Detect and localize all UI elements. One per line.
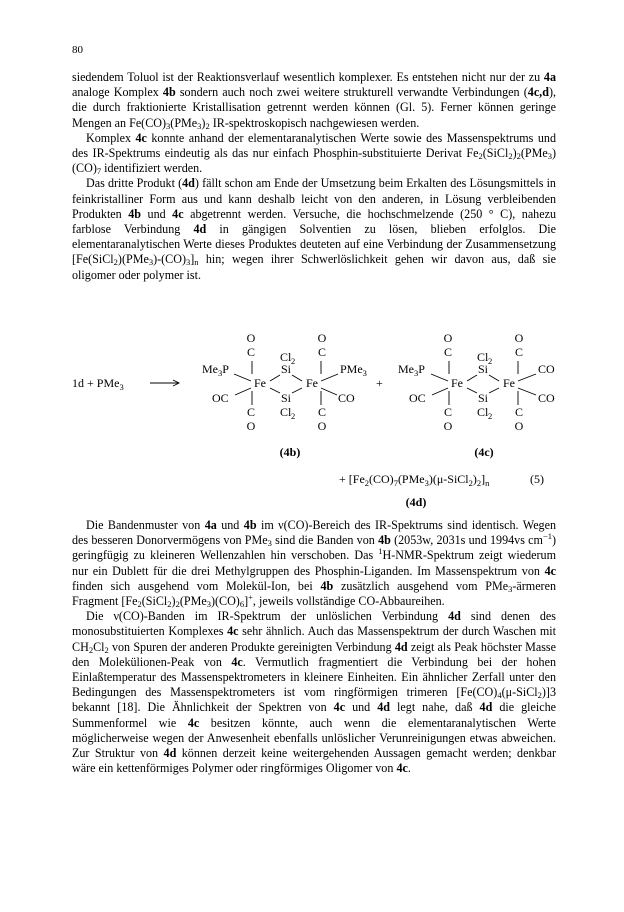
ligand-pme3: $Me_3P$ (398, 362, 425, 378)
carbonyl-oc: OC (409, 391, 426, 405)
iron: Fe (306, 376, 318, 390)
carbonyl-o: O (514, 419, 524, 433)
subscript: 2 (488, 356, 493, 366)
carbonyl-o: O (246, 419, 256, 433)
reactant-formula: 1d + PMe$_3$ (72, 376, 124, 392)
structure-4b (202, 331, 367, 459)
paragraph: siedendem Toluol ist der Reaktionsverlauf wesentlich komplexer. Es entstehen nicht nur der zu 4a analoge Komplex 4b sondern auch noch zwei weitere strukturell verwandte Verbindungen (4c,d), die durch fraktionierte Kristallisation getrennt werden können (Gl. 5). Ferner können geringe Mengen an $Fe(CO)_3(PMe_3)_2$ IR-spektroskopisch nachgewiesen werden. (72, 70, 556, 131)
carbonyl-o: O (317, 331, 327, 345)
iron: Fe (254, 376, 266, 390)
subscript: 2 (291, 356, 296, 366)
carbonyl-c: C (514, 345, 524, 359)
carbonyl-co: CO (538, 362, 555, 376)
page-number: 80 (72, 44, 83, 56)
paragraph: Die ν(CO)-Banden im IR-Spektrum der unlöslichen Verbindung 4d sind denen des monosubstituierten Komplexes 4c sehr ähnlich. Auch das Massenspektrum der durch Waschen mit $CH_2Cl_2$ von Spuren der anderen Produkte gereinigten Verbindung 4d zeigt als Peak höchster Masse den Molekülionen-Peak von 4c. Vermutlich fragmentiert die Verbindung bei der hohen Einlaßtemperatur des Massenspektrometers in kleinere Einheiten. Ein ähnlicher Zerfall unter den Bedingungen des Massenspektrometers ist vom ringförmigen trimeren $[Fe(CO)_4(\mu-SiCl_2)]3$ bekannt [18]. Die Ähnlichkeit der Spektren von 4c und 4d legt nahe, daß 4d die gleiche Summenformel wie 4c besitzen könnte, auch wenn die elementaranalytischen Werte möglicherweise wegen der Anwesenheit ebenfalls unlöslicher Verunreinigungen etwas abweichen. Zur Struktur von 4d können derzeit keine weitergehenden Aussagen gemacht werden; denkbar wäre ein kettenförmiges Polymer oder ringförmiges Oligomer von 4c. (72, 609, 557, 776)
carbonyl-o: O (514, 331, 524, 345)
carbonyl-c: C (443, 345, 453, 359)
text-block-top (72, 70, 556, 283)
chlorine: Cl (477, 350, 489, 364)
plus-sign: + (376, 376, 383, 390)
carbonyl-co: CO (338, 391, 355, 405)
carbonyl-c: C (317, 405, 327, 419)
carbonyl-o: O (246, 331, 256, 345)
silicon: Si (280, 362, 292, 376)
compound-label-4b: (4b) (279, 445, 301, 459)
iron: Fe (503, 376, 515, 390)
compound-label-4d: (4d) (405, 495, 427, 509)
equation-number: (5) (530, 472, 544, 486)
carbonyl-co: CO (538, 391, 555, 405)
paragraph: Komplex 4c konnte anhand der elementaranalytischen Werte sowie des Massenspektrums und des IR-Spektrums eindeutig als das nur einfach Phosphin-substituierte Derivat $Fe_2(SiCl_2)_2(PMe_3)(CO)_7$ identifiziert werden. (72, 130, 556, 177)
carbonyl-c: C (443, 405, 453, 419)
carbonyl-c: C (246, 405, 256, 419)
text-block-bottom (72, 518, 556, 776)
chlorine: Cl (477, 405, 489, 419)
carbonyl-c: C (317, 345, 327, 359)
chlorine: Cl (280, 405, 292, 419)
carbonyl-o: O (443, 419, 453, 433)
silicon: Si (280, 391, 292, 405)
ligand-pme3: $Me_3P$ (202, 362, 229, 378)
carbonyl-o: O (443, 331, 453, 345)
paragraph: Das dritte Produkt (4d) fällt schon am Ende der Umsetzung beim Erkalten des Lösungsmittels in feinkristalliner Form aus und kann deshalb leicht von den anderen, in Lösung verbleibenden Produkten 4b und 4c abgetrennt werden. Versuche, die hochschmelzende (250 ° C), nahezu farblose Verbindung 4d in gängigen Solventien zu lösen, blieben erfolglos. Die elementaranalytischen Werte dieses Produktes deuteten auf eine Verbindung der Zusammensetzung $[Fe(SiCl_2)(PMe_3)-(CO)_3]_n$ hin; wegen ihrer Schwerlöslichkeit gehen wir davon aus, daß sie oligomer oder polymer ist. (72, 176, 557, 282)
paragraph: Die Bandenmuster von 4a und 4b im ν(CO)-Bereich des IR-Spektrums sind identisch. Wegen des besseren Donorvermögens von PMe$_3$ sind die Banden von 4b (2053w, 2031s und 1994vs $cm^{-1}$) geringfügig zu kleineren Wellenzahlen hin verschoben. Das $^1$H-NMR-Spektrum zeigt wiederum nur ein Dublett für die drei Methylgruppen des Phosphin-Liganden. Im Massenspektrum von 4c finden sich ausgehend vom Molekül-Ion, bei 4b zusätzlich ausgehend vom PMe$_3$-ärmeren Fragment $[Fe_2(SiCl_2)_2(PMe_3)(CO)_6]^+$, jeweils vollständige CO-Abbaureihen. (72, 518, 557, 610)
subscript: 2 (488, 411, 493, 421)
carbonyl-oc: OC (212, 391, 229, 405)
subscript: 2 (291, 411, 296, 421)
chlorine: Cl (280, 350, 292, 364)
silicon: Si (477, 362, 489, 376)
structure-4c (398, 331, 555, 459)
reaction-scheme-svg (0, 330, 624, 510)
compound-label-4c: (4c) (474, 445, 494, 459)
carbonyl-o: O (317, 419, 327, 433)
silicon: Si (477, 391, 489, 405)
iron: Fe (451, 376, 463, 390)
carbonyl-c: C (246, 345, 256, 359)
product-4d-formula: + $[Fe_2(CO)_7(PMe_3)(\mu-SiCl_2)_2]_n$ (339, 472, 490, 488)
ligand-pme3: PMe$_3$ (340, 362, 367, 378)
reaction-scheme (0, 330, 624, 510)
carbonyl-c: C (514, 405, 524, 419)
